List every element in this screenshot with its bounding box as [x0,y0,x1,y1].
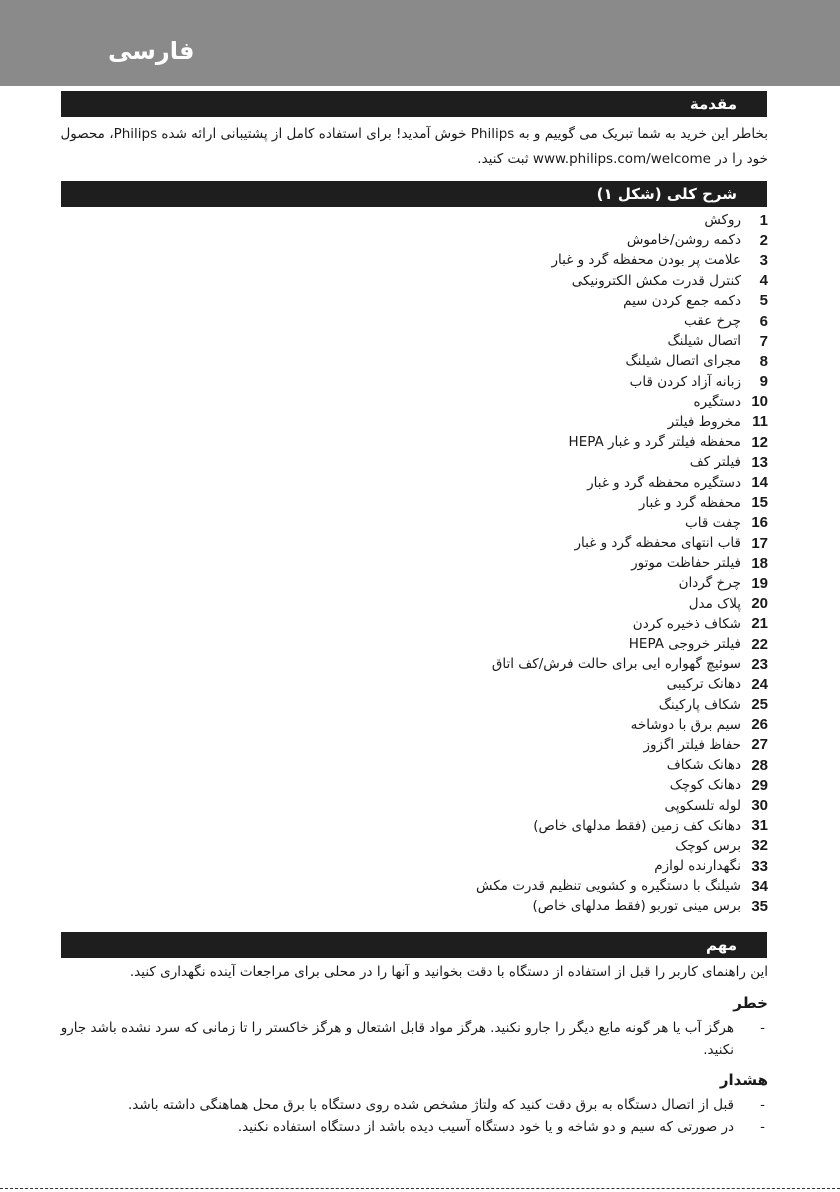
warning-heading: هشدار [719,1071,768,1089]
item-number: 15 [751,494,768,512]
page-cut-line [0,1188,840,1189]
item-number: 25 [751,696,768,714]
list-item [428,533,768,553]
item-number: 2 [759,231,768,249]
list-item [428,573,768,593]
section-title-overview: شرح کلی (شکل ۱) [596,185,737,203]
item-text: شکاف پارکینگ [658,696,741,713]
item-text: دکمه روشن/خاموش [626,232,741,249]
parts-list [428,210,768,917]
list-item [428,775,768,795]
item-text: برس مینی توربو (فقط مدلهای خاص) [532,898,741,915]
item-text: مخروط فیلتر [667,413,741,430]
item-number: 27 [751,736,768,754]
item-text: زبانه آزاد کردن قاب [629,373,741,390]
list-item [428,513,768,533]
section-bar-intro [61,91,767,117]
list-item [428,836,768,856]
list-item [428,614,768,634]
danger-heading: خطر [733,994,768,1012]
item-number: 1 [759,211,768,229]
item-number: 9 [759,373,768,391]
item-number: 7 [759,332,768,350]
item-number: 24 [751,675,768,693]
list-item [428,311,768,331]
list-item [428,634,768,654]
item-text: علامت پر بودن محفظه گرد و غبار [551,252,741,269]
intro-paragraph: بخاطر این خرید به شما تبریک می گوییم و به Philips خوش آمدید! برای استفاده کامل از پشتیبانی ارائه شده Philips، محصول خود را در www.philips.com/welcome ثبت کنید. [60,126,768,167]
item-number: 3 [759,251,768,269]
danger-item-text: هرگز آب یا هر گونه مایع دیگر را جارو نکنید. هرگز مواد قابل اشتعال و هرگز خاکستر را تا زمانی که سرد نشده باشد جارو نکنید. [60,1020,734,1058]
item-text: شکاف ذخیره کردن [632,615,741,632]
language-title: فارسی [108,37,195,65]
bullet-dash: - [760,1020,765,1036]
item-number: 29 [751,776,768,794]
list-item [428,351,768,371]
bullet-dash: - [760,1119,765,1135]
list-item [428,331,768,351]
section-title-intro: مقدمة [689,95,737,113]
item-number: 32 [751,837,768,855]
list-item [428,392,768,412]
item-text: کنترل قدرت مکش الکترونیکی [571,272,741,289]
item-text: دستگیره محفظه گرد و غبار [587,474,741,491]
item-text: دهانک کوچک [669,777,741,794]
item-number: 17 [751,534,768,552]
item-number: 26 [751,716,768,734]
item-text: دهانک کف زمین (فقط مدلهای خاص) [533,817,741,834]
item-number: 21 [751,615,768,633]
item-text: سیم برق با دوشاخه [630,716,741,733]
item-number: 20 [751,595,768,613]
item-number: 5 [759,292,768,310]
item-text: دستگیره [693,393,741,410]
warning-item-text: قبل از اتصال دستگاه به برق دقت کنید که ولتاژ مشخص شده روی دستگاه با برق محل هماهنگی داشته باشد. [127,1097,734,1113]
item-number: 12 [751,433,768,451]
section-bar-important [61,932,767,958]
list-item [428,654,768,674]
list-item [428,452,768,472]
list-item [428,472,768,492]
item-number: 35 [751,897,768,915]
item-number: 33 [751,857,768,875]
item-text: روکش [704,212,741,229]
section-title-important: مهم [706,936,737,954]
list-item [428,674,768,694]
item-text: شیلنگ با دستگیره و کشویی تنظیم قدرت مکش [476,878,741,895]
warning-item [60,1094,768,1116]
list-item [428,755,768,775]
item-text: دهانک شکاف [666,757,741,774]
list-item [428,594,768,614]
list-item [428,291,768,311]
item-number: 6 [759,312,768,330]
item-number: 8 [759,352,768,370]
list-item [428,856,768,876]
item-number: 14 [751,474,768,492]
section-bar-overview [61,181,767,207]
item-number: 30 [751,797,768,815]
list-item [428,735,768,755]
item-text: فیلتر کف [689,454,741,471]
item-text: دهانک ترکیبی [666,676,741,693]
list-item [428,372,768,392]
list-item [428,876,768,896]
item-text: فیلتر حفاظت موتور [631,555,741,572]
item-text: لوله تلسکوپی [664,797,741,814]
header-band [0,0,840,86]
item-number: 23 [751,655,768,673]
item-text: فیلتر خروجی HEPA [628,636,741,653]
warning-item-text: در صورتی که سیم و دو شاخه و یا خود دستگاه آسیب دیده باشد از دستگاه استفاده نکنید. [237,1119,734,1135]
list-item [428,271,768,291]
item-number: 31 [751,817,768,835]
item-text: حفاظ فیلتر اگزوز [643,736,741,753]
list-item [428,230,768,250]
item-number: 22 [751,635,768,653]
item-text: چرخ گردان [678,575,741,592]
list-item [428,695,768,715]
warning-item [60,1116,768,1138]
item-number: 28 [751,756,768,774]
item-text: مجرای اتصال شیلنگ [625,353,741,370]
list-item [428,250,768,270]
danger-item [60,1017,768,1061]
important-paragraph: این راهنمای کاربر را قبل از استفاده از دستگاه با دقت بخوانید و آنها را در محلی برای مراجعات آینده نگهداری کنید. [129,964,768,980]
list-item [428,210,768,230]
item-text: چفت قاب [685,514,741,531]
list-item [428,816,768,836]
list-item [428,432,768,452]
list-item [428,896,768,916]
list-item [428,795,768,815]
item-text: پلاک مدل [688,595,741,612]
item-text: دکمه جمع کردن سیم [623,292,741,309]
item-text: چرخ عقب [684,313,741,330]
item-number: 16 [751,514,768,532]
item-number: 10 [751,393,768,411]
item-text: نگهدارنده لوازم [654,858,741,875]
item-text: محفظه گرد و غبار [638,494,741,511]
item-number: 18 [751,554,768,572]
item-number: 19 [751,574,768,592]
item-number: 4 [759,272,768,290]
list-item [428,412,768,432]
list-item [428,715,768,735]
list-item [428,493,768,513]
item-text: محفظه فیلتر گرد و غبار HEPA [568,434,741,451]
item-text: برس کوچک [675,837,741,854]
item-text: سوئیچ گهواره ایی برای حالت فرش/کف اتاق [491,656,741,673]
bullet-dash: - [760,1097,765,1113]
item-number: 13 [751,453,768,471]
item-text: قاب انتهای محفظه گرد و غبار [574,535,741,552]
list-item [428,553,768,573]
item-number: 11 [752,413,768,431]
item-text: اتصال شیلنگ [667,333,741,350]
item-number: 34 [751,877,768,895]
